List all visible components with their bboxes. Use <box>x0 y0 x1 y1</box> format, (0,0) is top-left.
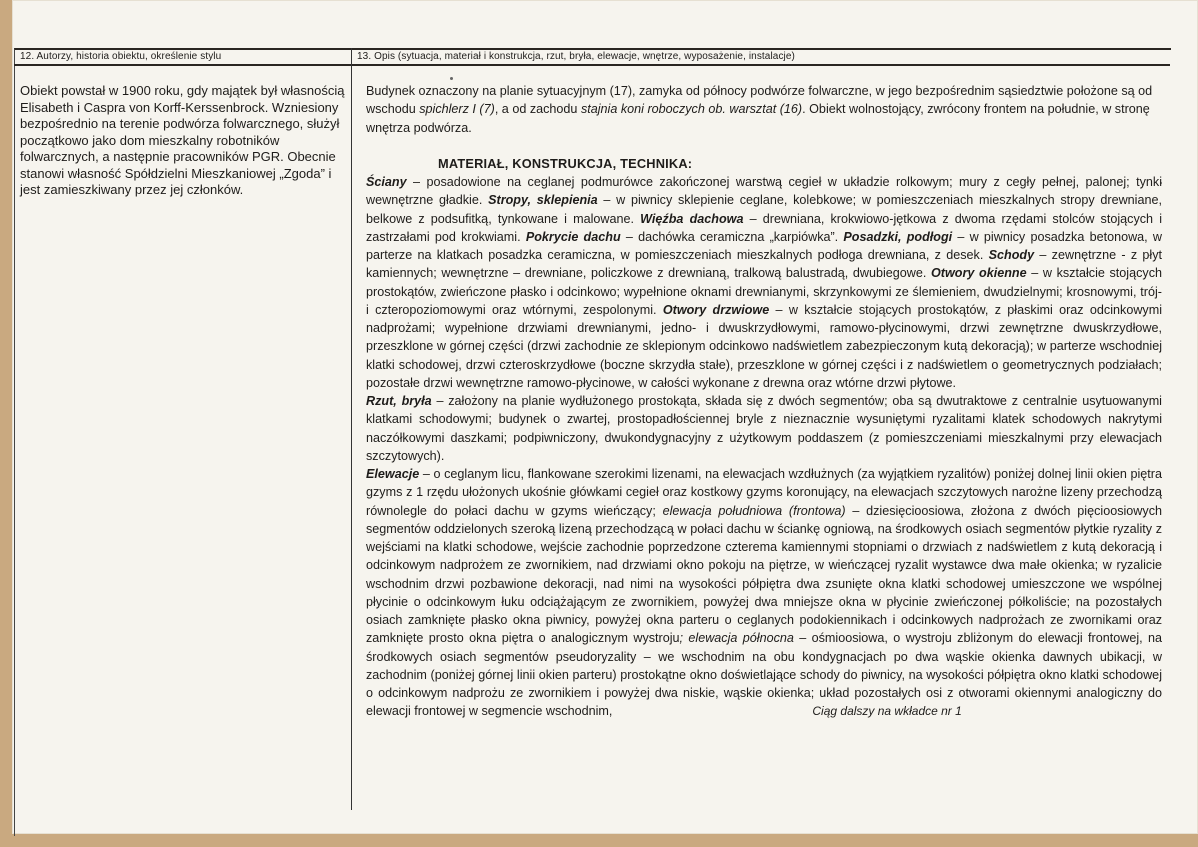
term-floors: Posadzki, podłogi <box>843 229 953 244</box>
text-run: – ośmioosiowa, o wystroju zbliżonym do elewacji frontowej, na środkowych osiach segmentów pseudoryzality – we wschodnim na obu kondygnacjach po dwa wąskie okienka dawnych ubikacji, w zachodnim (poniżej górnej linii okien parteru) prostokątne okno doświetlające schody do piwnicy, na wysokości półpiętra okno klatki schodowej o odcinkowym nadprożu ze zwornikiem i powyżej dwa niskie, wąskie okienka; układ pozostałych osi z otworami okiennymi analogiczny do elewacji frontowej w segmencie wschodnim, <box>366 631 1162 719</box>
term-stairs: Schody <box>988 248 1035 262</box>
location-paragraph <box>366 82 1162 137</box>
text-run: – założony na planie wydłużonego prostokąta, składa się z dwóch segmentów; oba są dwutraktowe z centralnie usytuowanymi klatkami schodowymi; budynek o zwartej, prostopadłościennej bryle z nieznacznie wysuniętymi ryzalitami klatek schodowych nakrytymi naczółkowymi daszkami; podpiwniczony, dwukondygnacyjny z użytkowym poddaszem (z pomieszczeniami mieszkalnymi przy elewacjach szczytowych). <box>366 394 1162 463</box>
text-run: . Obiekt wolnostojący, zwrócony frontem na południe, w stronę wnętrza podwórza. <box>366 102 1150 135</box>
text-run: – w piwnicy sklepienie ceglane, kolebkowe; w pomieszczeniach mieszkalnych stropy drewniane, belkowe z podsufitką, tynkowane i malowane. <box>366 193 1162 226</box>
material-description <box>366 173 1162 721</box>
text-run-italic: elewacja południowa (frontowa) <box>662 503 846 518</box>
facades-paragraph <box>366 465 1162 721</box>
term-doors: Otwory drzwiowe <box>662 302 770 317</box>
text-run: – w kształcie stojących prostokątów, z płaskimi oraz odcinkowymi nadprożami; wypełnione drzwiami drewnianymi, jedno- i dwuskrzydłowymi, ramowo-płycinowymi, drzwi zewnętrzne dwuskrzydłowe, przeszklone w górnej części (drzwi zachodnie ze sklepionym odcinkowo nadświetlem zabezpieczonym kutą dekoracją); w parterze wschodniej klatki schodowej, drzwi czteroskrzydłowe (boczne skrzydła stałe), przeszklone w górnej części i z nadświetlem o geometrycznych podziałach; pozostałe drzwi wewnętrzne ramowo-płycinowe, w całości wykonane z drewna oraz wtórne drzwi płytowe. <box>366 302 1163 390</box>
term-roof-truss: Więźba dachowa <box>640 211 744 226</box>
text-run: – w kształcie stojących prostokątów, zwieńczone płasko i odcinkowo; wypełnione oknami drewnianymi, skrzynkowymi ze ślemieniem, dwudzielnymi; krosnowymi, trój- i czteropoziomowymi oraz wtórnymi, zespolonymi. <box>366 266 1162 317</box>
field-12-header: 12. Autorzy, historia obiektu, określenie stylu <box>20 51 222 62</box>
section-heading: MATERIAŁ, KONSTRUKCJA, TECHNIKA: <box>438 155 693 171</box>
header-rule <box>14 64 1170 66</box>
term-walls: Ściany <box>366 175 407 189</box>
term-windows: Otwory okienne <box>931 266 1027 281</box>
text-run: – dziesięcioosiowa, złożona z dwóch pięcioosiowych segmentów oddzielonych szeroką lizeną przechodzącą w połaci dachu w ściankę ogniową, na środkowych osiach segmentów płytkie ryzality z wejściami na klatki schodowe, wejście zachodnie poprzedzone czterema kamiennymi stopniami o drzwiach z nadświetlem z kutą dekoracją i odcinkowym nadprożem ze zwornikiem, nad drzwiami okno pokoju na piętrze, w wieńczącej ryzalit wystawce dwa małe okienka; w ryzalicie wschodnim drzwi pozbawione dekoracji, nad nimi na wysokości półpiętra dwa zsunięte okna klatki schodowej umieszczone we wspólnej płycinie o odcinkowym łuku odciążającym ze zwornikiem, powyżej dwa mniejsze okna w płycinie zwieńczonej półkoliście; na pozostałych osiach zamknięte płasko okna piwnicy, powyżej okna parteru o ceglanych podokiennikach i odcinkowych nadprożach ze zwornikami oraz zamknięte prosto okna piętra o analogicznym wystroju <box>366 503 1162 646</box>
text-run: – o ceglanym licu, flankowane szerokimi lizenami, na elewacjach wzdłużnych (za wyjątkiem ryzalitów) poniżej dolnej linii okien piętra gzyms z 1 rzędu ułożonych ukośnie główkami cegieł oraz kostkowy gzyms koronujący, na elewacjach szczytowych narożne lizeny przechodzą równolegle do połaci dachu w gzyms wieńczący; <box>366 467 1162 518</box>
text-run: – drewniana, krokwiowo-jętkowa z dwoma rzędami stolców stojących i zastrzałami pod krokwiami. <box>366 211 1162 244</box>
text-run: – zewnętrzne - z płyt kamiennych; wewnętrzne – drewniane, policzkowe z drewnianą, tralkową balustradą, dwubiegowe. <box>366 248 1162 281</box>
text-run-italic: spichlerz I (7) <box>419 102 495 117</box>
text-run: – dachówka ceramiczna „karpiówka”. <box>620 229 844 244</box>
history-text: Obiekt powstał w 1900 roku, gdy majątek był własnością Elisabeth i Caspra von Korff-Kerssenbrock. Wzniesiony bezpośrednio na terenie podwórza folwarcznego, służył początkowo jako dom mieszkalny robotników folwarcznych, a następnie pracowników PGR. Obecnie stanowi własność Spółdzielni Mieszkaniowej „Zgoda” i jest zamieszkiwany przez jej członków. <box>20 83 345 197</box>
column-divider <box>351 48 352 810</box>
field-13-header: 13. Opis (sytuacja, materiał i konstrukcja, rzut, bryła, elewacje, wnętrze, wyposażenie, instalacje) <box>357 51 795 62</box>
materials-paragraph <box>366 173 1162 392</box>
text-run: , a od zachodu <box>494 102 581 117</box>
continuation-note: Ciąg dalszy na wkładce nr 1 <box>812 704 962 719</box>
text-run: – posadowione na ceglanej podmurówce zakończonej warstwą cegieł w układzie rolkowym; mury z cegły pełnej, palonej; tynki wewnętrzne gładkie. <box>366 175 1162 208</box>
text-run: Budynek oznaczony na planie sytuacyjnym (17), zamyka od północy podwórze folwarczne, w jego bezpośrednim sąsiedztwie położone są od wschodu <box>366 84 1153 117</box>
description-text <box>366 82 1162 721</box>
text-run: – w piwnicy posadzka betonowa, w parterze na klatkach posadzka ceramiczna, w pomieszczeniach mieszkalnych podłoga drewniana, z desek. <box>366 229 1162 262</box>
term-facades: Elewacje <box>366 467 420 481</box>
scan-speck <box>450 77 453 80</box>
term-plan: Rzut, bryła <box>366 394 432 408</box>
term-roofing: Pokrycie dachu <box>525 229 621 244</box>
term-ceilings: Stropy, sklepienia <box>488 193 598 208</box>
text-run-italic: ; elewacja północna <box>679 631 794 646</box>
text-run-italic: stajnia koni roboczych ob. warsztat (16) <box>580 102 803 117</box>
plan-paragraph <box>366 392 1162 465</box>
